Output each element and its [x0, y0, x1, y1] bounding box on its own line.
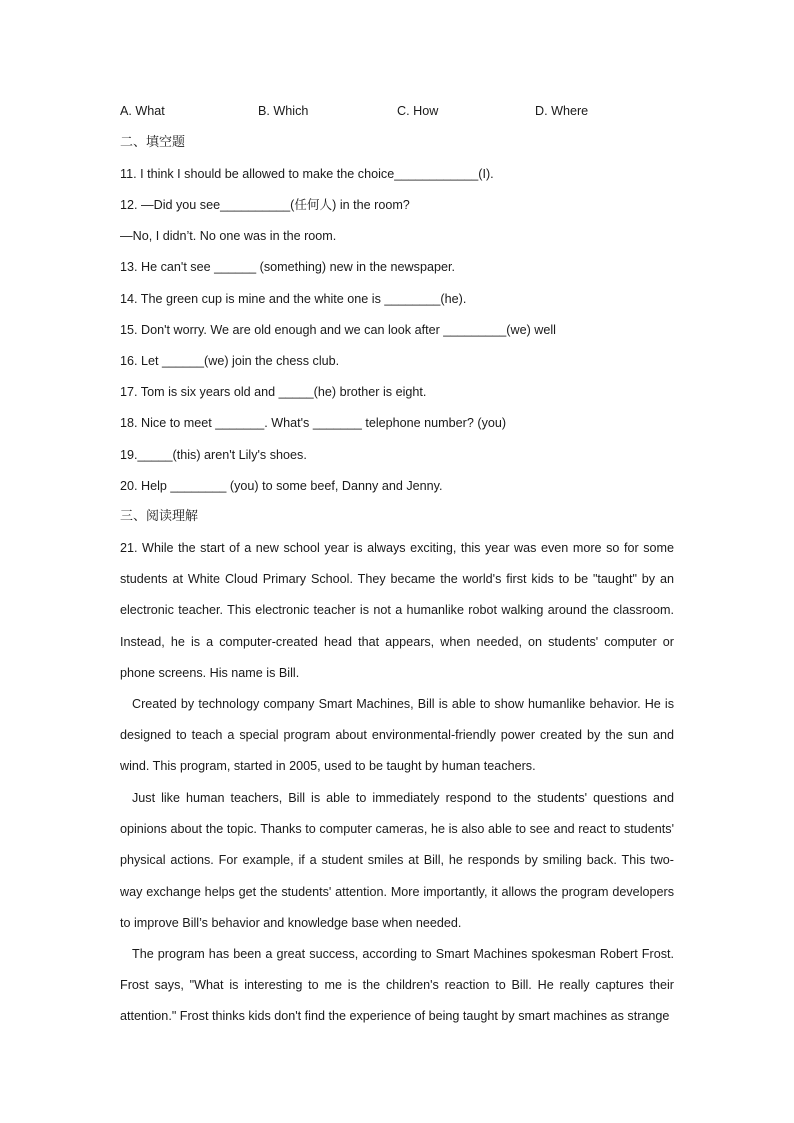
question-17: 17. Tom is six years old and _____(he) brother is eight. [120, 385, 427, 399]
option-c: C. How [397, 104, 439, 118]
question-12-answer: —No, I didn’t. No one was in the room. [120, 229, 337, 243]
reading-paragraph-2: Created by technology company Smart Machines, Bill is able to show humanlike behavior. He is designed to teach a special program about environmental-friendly power created by the sun and wind. This program, started in 2005, used to be taught by human teachers. [120, 697, 674, 774]
reading-paragraph-1: 21. While the start of a new school year is always exciting, this year was even more so for some students at White Cloud Primary School. They became the world's first kids to be "taught" by an electronic teacher. This electronic teacher is not a humanlike robot walking around the classroom. Instead, he is a computer-created head that appears, when needed, on students' computer or phone screens. His name is Bill. [120, 541, 674, 680]
reading-paragraph-3: Just like human teachers, Bill is able to immediately respond to the students' questions and opinions about the topic. Thanks to computer cameras, he is also able to see and react to students' physical actions. For example, if a student smiles at Bill, he responds by smiling back. This two-way exchange helps get the students' attention. More importantly, it allows the program developers to improve Bill’s behavior and knowledge base when needed. [120, 791, 674, 930]
option-a: A. What [120, 104, 165, 118]
option-b: B. Which [258, 104, 309, 118]
question-15: 15. Don't worry. We are old enough and we can look after _________(we) well [120, 323, 556, 337]
question-14: 14. The green cup is mine and the white one is ________(he). [120, 292, 467, 306]
option-d: D. Where [535, 104, 589, 118]
question-13: 13. He can't see ______ (something) new in the newspaper. [120, 260, 455, 274]
question-12: 12. —Did you see__________(任何人) in the room? [120, 198, 410, 212]
question-11: 11. I think I should be allowed to make the choice____________(I). [120, 167, 494, 181]
question-20: 20. Help ________ (you) to some beef, Danny and Jenny. [120, 479, 443, 493]
section-heading-reading: 三、阅读理解 [120, 509, 199, 524]
reading-paragraph-4: The program has been a great success, according to Smart Machines spokesman Robert Frost. Frost says, "What is interesting to me is the children's reaction to Bill. He really captures their attention." Frost thinks kids don't find the experience of being taught by smart machines as strange [120, 947, 674, 1024]
question-18: 18. Nice to meet _______. What's _______ telephone number? (you) [120, 416, 507, 430]
question-19: 19._____(this) aren't Lily's shoes. [120, 448, 307, 462]
section-heading-fill-in: 二、填空题 [120, 135, 186, 150]
question-16: 16. Let ______(we) join the chess club. [120, 354, 340, 368]
